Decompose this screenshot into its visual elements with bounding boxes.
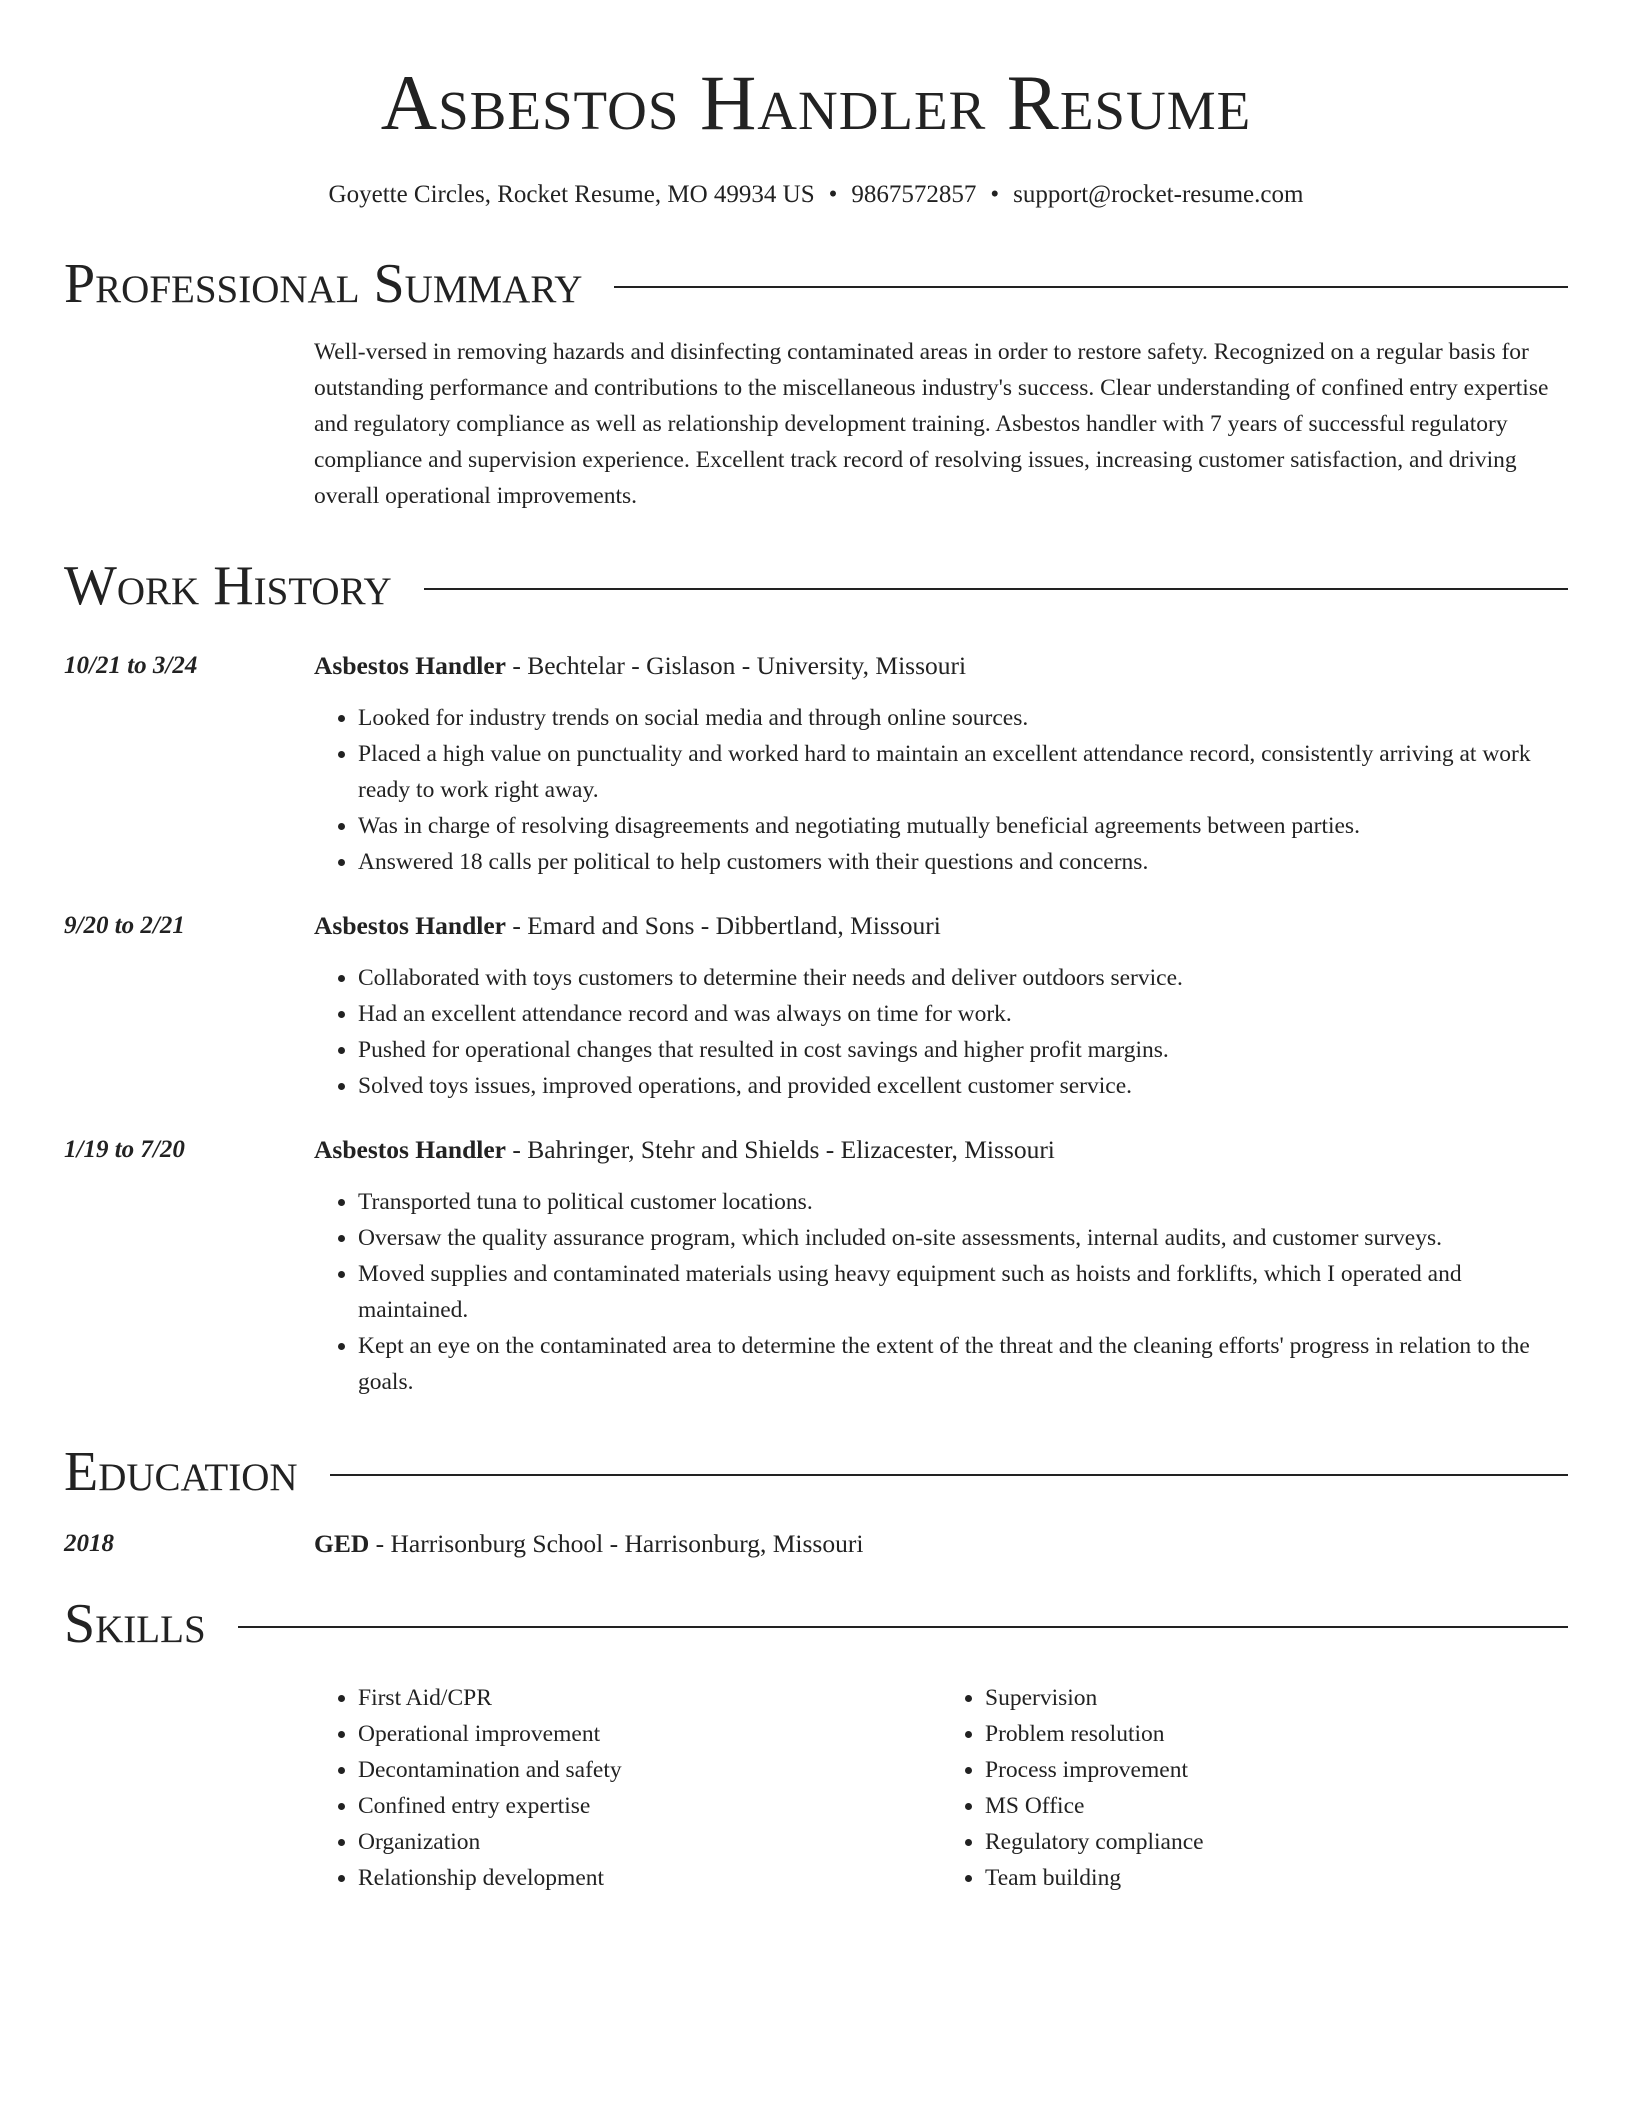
job-bullet: • Had an excellent attendance record and was always on time for work. [358,996,1568,1032]
job-bullet: • Collaborated with toys customers to determine their needs and deliver outdoors service. [358,960,1568,996]
section-divider [424,588,1568,590]
job-entry [64,908,1568,1104]
job-bullet: • Placed a high value on punctuality and worked hard to maintain an excellent attendance record, consistently arriving at work ready to work right away. [358,736,1568,808]
work-section-header [64,554,1568,618]
contact-separator: • [828,181,838,208]
job-bullet: • Kept an eye on the contaminated area to determine the extent of the threat and the cleaning efforts' progress in relation to the goals. [358,1328,1568,1400]
section-divider [614,286,1568,288]
job-details: - Bahringer, Stehr and Shields - Elizacester, Missouri [505,1135,1055,1164]
skill-item: • Organization [358,1824,941,1860]
job-title: Asbestos Handler [314,911,506,940]
skill-item: • Operational improvement [358,1716,941,1752]
education-line [314,1526,1568,1562]
skills-list [314,1680,1568,1896]
contact-email: support@rocket-resume.com [1013,181,1304,208]
section-divider [238,1626,1568,1628]
section-divider [330,1474,1568,1476]
skill-item: • Supervision [985,1680,1568,1716]
summary-text: Well-versed in removing hazards and disinfecting contaminated areas in order to restore safety. Recognized on a regular basis for outstanding performance and contributions to the miscellaneous industry's success. Clear understanding of confined entry expertise and regulatory compliance as well as relationship development training. Asbestos handler with 7 years of successful regulatory compliance and supervision experience. Excellent track record of resolving issues, increasing customer satisfaction, and driving overall operational improvements. [314,339,1549,509]
education-details: - Harrisonburg School - Harrisonburg, Missouri [369,1529,864,1558]
contact-phone: 9867572857 [851,181,977,208]
job-details: - Emard and Sons - Dibbertland, Missouri [505,911,941,940]
skill-item: • Confined entry expertise [358,1788,941,1824]
job-title: Asbestos Handler [314,651,506,680]
skills-column-right [941,1680,1568,1896]
skill-item: • Process improvement [985,1752,1568,1788]
job-dates: 1/19 to 7/20 [64,1136,185,1163]
job-bullet: • Pushed for operational changes that resulted in cost savings and higher profit margins. [358,1032,1568,1068]
job-entry [64,648,1568,880]
education-year: 2018 [64,1530,114,1557]
job-bullet: • Answered 18 calls per political to help customers with their questions and concerns. [358,844,1568,880]
job-title: Asbestos Handler [314,1135,506,1164]
job-dates: 10/21 to 3/24 [64,652,198,679]
skill-item: • Decontamination and safety [358,1752,941,1788]
job-content [314,1132,1568,1400]
job-bullet: • Was in charge of resolving disagreements and negotiating mutually beneficial agreements between parties. [358,808,1568,844]
summary-heading: Professional Summary [64,253,583,315]
resume-title: Asbestos Handler Resume [380,59,1252,146]
contact-address: Goyette Circles, Rocket Resume, MO 49934 US [328,181,815,208]
job-bullet: • Solved toys issues, improved operations, and provided excellent customer service. [358,1068,1568,1104]
skill-item: • First Aid/CPR [358,1680,941,1716]
job-details: - Bechtelar - Gislason - University, Missouri [505,651,967,680]
contact-separator: • [990,181,1000,208]
job-bullet: • Moved supplies and contaminated materials using heavy equipment such as hoists and forklifts, which I operated and maintained. [358,1256,1568,1328]
skill-item: • Relationship development [358,1860,941,1896]
education-entry [64,1526,1568,1562]
job-bullets [314,1184,1568,1400]
job-entry [64,1132,1568,1400]
summary-section-header [64,252,1568,316]
education-content [314,1526,1568,1562]
skills-section-header [64,1592,1568,1656]
job-bullets [314,960,1568,1104]
job-bullet: • Looked for industry trends on social media and through online sources. [358,700,1568,736]
job-title-line [314,648,1568,684]
work-heading: Work History [64,555,392,617]
job-bullet: • Transported tuna to political customer locations. [358,1184,1568,1220]
education-heading: Education [64,1441,298,1503]
skill-item: • Problem resolution [985,1716,1568,1752]
job-content [314,908,1568,1104]
job-title-line [314,1132,1568,1168]
skill-item: • Regulatory compliance [985,1824,1568,1860]
education-degree: GED [314,1529,370,1558]
skill-item: • MS Office [985,1788,1568,1824]
skills-column-left [314,1680,941,1896]
contact-line [64,178,1568,212]
job-dates: 9/20 to 2/21 [64,912,185,939]
job-content [314,648,1568,880]
education-section-header [64,1440,1568,1504]
skill-item: • Team building [985,1860,1568,1896]
job-bullet: • Oversaw the quality assurance program, which included on-site assessments, internal audits, and customer surveys. [358,1220,1568,1256]
skills-heading: Skills [64,1593,206,1655]
job-title-line [314,908,1568,944]
job-bullets [314,700,1568,880]
